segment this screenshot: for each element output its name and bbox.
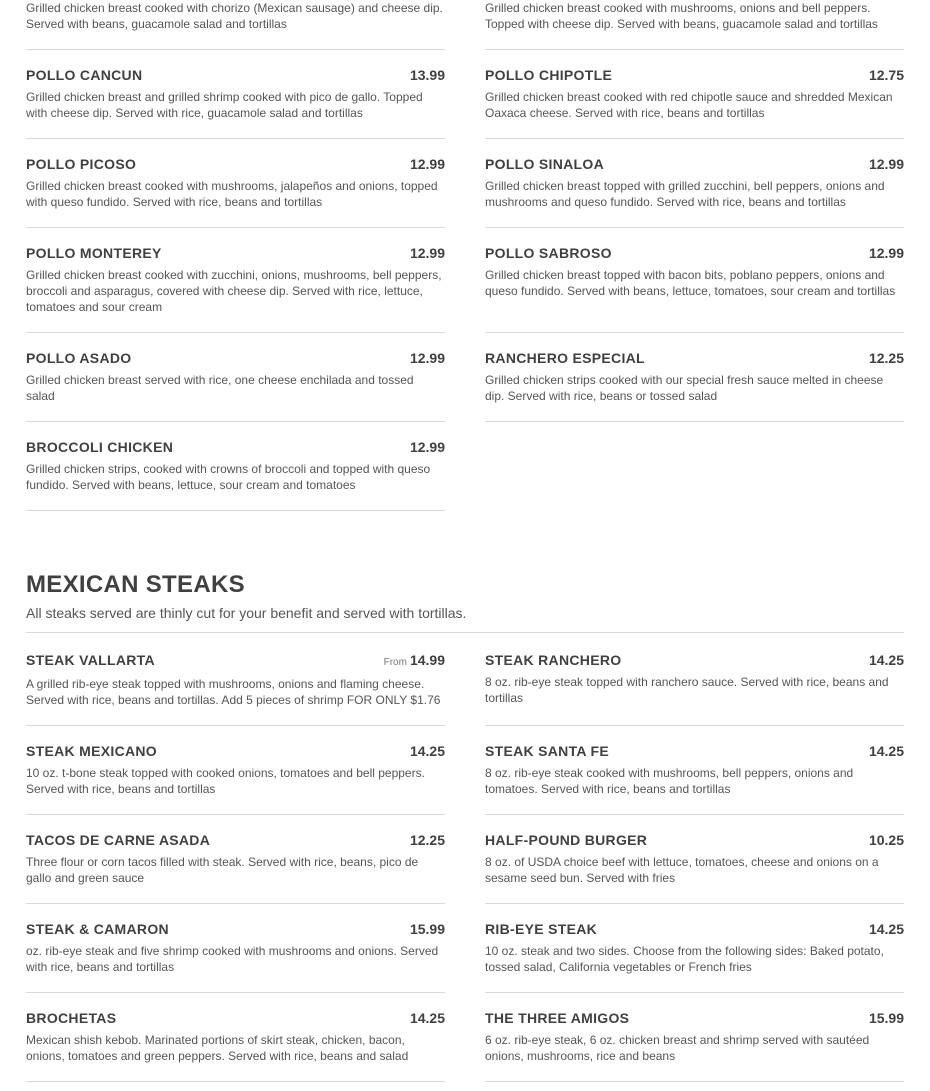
item-description: 8 oz. rib-eye steak cooked with mushrooms, bell peppers, onions and tomatoes. Served with rice, beans and tortillas bbox=[485, 766, 854, 796]
menu-item-steak-mexicano[interactable] bbox=[26, 742, 445, 815]
menu-item[interactable] bbox=[485, 0, 904, 50]
item-price: 14.25 bbox=[868, 921, 904, 937]
item-name: STEAK RANCHERO bbox=[485, 652, 622, 668]
menu-item-pollo-sabroso[interactable] bbox=[485, 244, 904, 333]
item-price: 12.99 bbox=[409, 245, 445, 261]
item-description: oz. rib-eye steak and five shrimp cooked with mushrooms and onions. Served with rice, beans and tortillas bbox=[26, 944, 439, 974]
item-price: 15.99 bbox=[409, 921, 445, 937]
menu-item-brochetas[interactable] bbox=[26, 1009, 445, 1082]
item-name: BROCCOLI CHICKEN bbox=[26, 439, 174, 455]
item-name: STEAK & CAMARON bbox=[26, 921, 169, 937]
item-name: BROCHETAS bbox=[26, 1010, 117, 1026]
item-description: Grilled chicken breast cooked with zucchini, onions, mushrooms, bell peppers, broccoli and asparagus, covered with cheese dip. Served with rice, lettuce, tomatoes and sour cream bbox=[26, 268, 442, 314]
item-name: RANCHERO ESPECIAL bbox=[485, 350, 645, 366]
item-description: Three flour or corn tacos filled with steak. Served with rice, beans, pico de gallo and green sauce bbox=[26, 855, 419, 885]
menu-item-pollo-sinaloa[interactable] bbox=[485, 155, 904, 228]
item-price: 12.75 bbox=[868, 67, 904, 83]
item-description: Grilled chicken strips cooked with our special fresh sauce melted in cheese dip. Served with rice, beans or tossed salad bbox=[485, 373, 884, 403]
item-description: 10 oz. steak and two sides. Choose from the following sides: Baked potato, tossed salad, California vegetables or French fries bbox=[485, 944, 884, 974]
item-price: 15.99 bbox=[868, 1010, 904, 1026]
item-price: 12.25 bbox=[409, 832, 445, 848]
section-subtitle: All steaks served are thinly cut for your benefit and served with tortillas. bbox=[26, 605, 467, 621]
item-description: 8 oz. rib-eye steak topped with ranchero sauce. Served with rice, beans and tortillas bbox=[485, 675, 889, 705]
menu-item-the-three-amigos[interactable] bbox=[485, 1009, 904, 1082]
item-price: 12.99 bbox=[409, 350, 445, 366]
item-description: 8 oz. of USDA choice beef with lettuce, tomatoes, cheese and onions on a sesame seed bun. Served with fries bbox=[485, 855, 879, 885]
section-title: MEXICAN STEAKS bbox=[26, 571, 245, 598]
item-description: A grilled rib-eye steak topped with mushrooms, onions and flaming cheese. Served with rice, beans and tortillas. Add 5 pieces of shrimp FOR ONLY $1.76 bbox=[26, 677, 441, 707]
menu-item-half-pound-burger[interactable] bbox=[485, 831, 904, 904]
item-name: POLLO MONTEREY bbox=[26, 245, 162, 261]
item-name: STEAK SANTA FE bbox=[485, 743, 609, 759]
item-description: Grilled chicken breast served with rice, one cheese enchilada and tossed salad bbox=[26, 373, 414, 403]
menu-item-steak-ranchero[interactable] bbox=[485, 651, 904, 726]
menu-item[interactable] bbox=[26, 0, 445, 50]
menu-item-steak-and-camaron[interactable] bbox=[26, 920, 445, 993]
item-description: Grilled chicken breast cooked with mushrooms, onions and bell peppers. Topped with cheese dip. Served with beans, guacamole salad and tortillas bbox=[485, 1, 878, 31]
item-name: STEAK MEXICANO bbox=[26, 743, 157, 759]
item-price: 14.25 bbox=[409, 743, 445, 759]
item-description: 10 oz. t-bone steak topped with cooked onions, tomatoes and bell peppers. Served with rice, beans and tortillas bbox=[26, 766, 425, 796]
menu-item-pollo-chipotle[interactable] bbox=[485, 66, 904, 139]
item-price: 12.25 bbox=[868, 350, 904, 366]
item-price: 14.99 bbox=[409, 652, 445, 668]
item-price: 12.99 bbox=[409, 156, 445, 172]
item-name: POLLO SABROSO bbox=[485, 245, 612, 261]
section-divider bbox=[26, 632, 904, 633]
item-description: Grilled chicken breast and grilled shrimp cooked with pico de gallo. Topped with cheese dip. Served with rice, guacamole salad and tortillas bbox=[26, 90, 423, 120]
item-price: 14.25 bbox=[868, 652, 904, 668]
menu-item-pollo-asado[interactable] bbox=[26, 349, 445, 422]
menu-item-ranchero-especial[interactable] bbox=[485, 349, 904, 422]
menu-item-pollo-cancun[interactable] bbox=[26, 66, 445, 139]
menu-item-pollo-monterey[interactable] bbox=[26, 244, 445, 333]
item-price: 12.99 bbox=[409, 439, 445, 455]
item-price: 14.25 bbox=[868, 743, 904, 759]
item-name: RIB-EYE STEAK bbox=[485, 921, 598, 937]
item-price: 10.25 bbox=[868, 832, 904, 848]
item-name: POLLO ASADO bbox=[26, 350, 132, 366]
menu-item-tacos-de-carne-asada[interactable] bbox=[26, 831, 445, 904]
item-name: THE THREE AMIGOS bbox=[485, 1010, 630, 1026]
item-description: Mexican shish kebob. Marinated portions of skirt steak, chicken, bacon, onions, tomatoes and green peppers. Served with rice, beans and salad bbox=[26, 1033, 409, 1063]
item-name: STEAK VALLARTA bbox=[26, 652, 155, 668]
item-name: POLLO CHIPOTLE bbox=[485, 67, 613, 83]
menu-item-rib-eye-steak[interactable] bbox=[485, 920, 904, 993]
item-name: POLLO CANCUN bbox=[26, 67, 143, 83]
item-name: POLLO PICOSO bbox=[26, 156, 137, 172]
item-description: Grilled chicken breast cooked with chorizo (Mexican sausage) and cheese dip. Served with beans, guacamole salad and tortillas bbox=[26, 1, 443, 31]
item-description: Grilled chicken breast topped with bacon bits, poblano peppers, onions and queso fundido. Served with beans, lettuce, tomatoes, sour cream and tortillas bbox=[485, 268, 896, 298]
item-description: Grilled chicken strips, cooked with crowns of broccoli and topped with queso fundido. Served with beans, lettuce, sour cream and tomatoes bbox=[26, 462, 431, 492]
item-description: 6 oz. rib-eye steak, 6 oz. chicken breast and shrimp served with sautéed onions, mushrooms, rice and beans bbox=[485, 1033, 870, 1063]
menu-item-steak-vallarta[interactable] bbox=[26, 651, 445, 726]
price-from-label: From bbox=[383, 657, 407, 668]
menu-item-steak-santa-fe[interactable] bbox=[485, 742, 904, 815]
item-price: 12.99 bbox=[868, 156, 904, 172]
item-description: Grilled chicken breast cooked with red chipotle sauce and shredded Mexican Oaxaca cheese. Served with rice, beans and tortillas bbox=[485, 90, 893, 120]
item-description: Grilled chicken breast cooked with mushrooms, jalapeños and onions, topped with queso fundido. Served with rice, beans and tortillas bbox=[26, 179, 438, 209]
menu-item-broccoli-chicken[interactable] bbox=[26, 438, 445, 511]
item-name: TACOS DE CARNE ASADA bbox=[26, 832, 211, 848]
item-price: 13.99 bbox=[409, 67, 445, 83]
item-name: HALF-POUND BURGER bbox=[485, 832, 648, 848]
item-description: Grilled chicken breast topped with grilled zucchini, bell peppers, onions and mushrooms and queso fundido. Served with rice, beans and tortillas bbox=[485, 179, 885, 209]
item-price: 12.99 bbox=[868, 245, 904, 261]
item-name: POLLO SINALOA bbox=[485, 156, 605, 172]
menu-item-pollo-picoso[interactable] bbox=[26, 155, 445, 228]
item-price: 14.25 bbox=[409, 1010, 445, 1026]
